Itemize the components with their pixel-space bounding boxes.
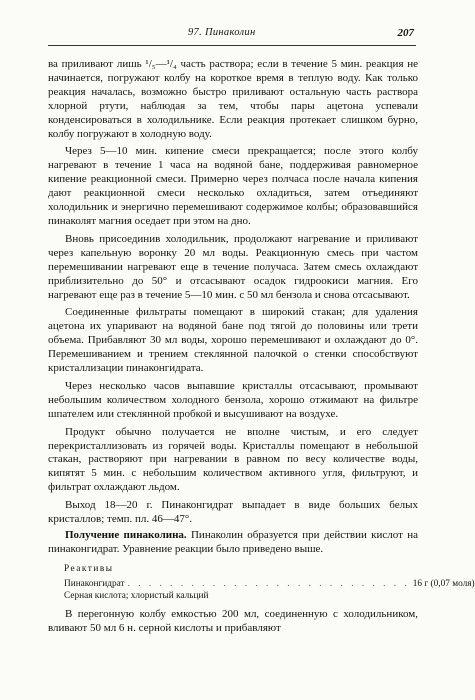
reagent-leader-dots: . . . . . . . . . . . . . . . . . . . . . . . . . . . bbox=[127, 578, 410, 589]
paragraph-pinacolone-text: Пинаколин образуется при действии кислот на пинаконгидрат. Уравнение реакции было приведено выше. bbox=[48, 529, 419, 555]
section-title: 97. Пинаколин bbox=[188, 27, 256, 38]
paragraph-6: Продукт обычно получается не вполне чистым, и его следует перекристаллизовать из горячей воды. Кристаллы помещают в небольшой стакан, растворяют при нагревании в равном по весу количестве воды, кипятят 5 мин. с небольшим количеством активного угля, фильтруют, и фильтрат охлаждают льдом. bbox=[48, 425, 418, 494]
paragraph-1: ва приливают лишь ¹/₅—¹/₄ часть раствора; если в течение 5 мин. реакция не начинается, погружают колбу на короткое время в теплую воду. Как только реакция началась, возможно быстро приливают остальную часть раствора хлорной ртути, наблюдая за тем, чтобы пары ацетона успевали конденсироваться в холодильнике. Если реакция протекает слишком бурно, колбу погружают в холодную воду. bbox=[48, 58, 418, 140]
reagent-amount: 16 г (0,07 моля) bbox=[412, 578, 475, 589]
subsection-heading: Получение пинаколина. bbox=[65, 529, 187, 541]
reagent-row bbox=[64, 590, 418, 602]
paragraph-2: Через 5—10 мин. кипение смеси прекращается; после этого колбу нагревают в течение 1 часа на водяной бане, поддерживая равномерное кипение реакционной смеси. Примерно через полчаса после начала кипения дают реакционной смеси несколько охладиться, затем отъединяют холодильник и энергично перемешивают содержимое колбы; образовавшийся пинаколят магния оседает при этом на дно. bbox=[48, 145, 418, 227]
paragraph-5: Через несколько часов выпавшие кристаллы отсасывают, промывают небольшим количеством холодного бензола, хорошо отжимают на фильтре шпателем или стеклянной пробкой и высушивают на воздухе. bbox=[48, 379, 418, 420]
header-rule bbox=[48, 45, 416, 46]
paragraph-last: В перегонную колбу емкостью 200 мл, соединенную с холодильником, вливают 50 мл 6 н. серной кислоты и прибавляют bbox=[48, 607, 418, 634]
running-head bbox=[48, 27, 418, 41]
reagent-row bbox=[64, 578, 475, 590]
paragraph-3: Вновь присоединив холодильник, продолжают нагревание и приливают через капельную воронку 20 мл воды. Реакционную смесь при частом перемешивании нагревают еще в течение получаса. Затем смесь охлаждают приблизительно до 50° и отсасывают осадок гидроокиси магния. Его нагревают еще раз в течение 5—10 мин. с 50 мл бензола и снова отсасывают. bbox=[48, 232, 418, 301]
reagents-heading: Реактивы bbox=[64, 563, 114, 574]
paragraph-yield: Выход 18—20 г. Пинаконгидрат выпадает в виде больших белых кристаллов; темп. пл. 46—47°. bbox=[48, 499, 418, 526]
reagents-block bbox=[48, 563, 475, 602]
page-body bbox=[48, 58, 475, 640]
page-number: 207 bbox=[397, 27, 414, 39]
reagent-name: Пинаконгидрат bbox=[64, 578, 125, 589]
reagent-name: Серная кислота; хлористый кальций bbox=[64, 590, 209, 601]
paragraph-4: Соединенные фильтраты помещают в широкий стакан; для удаления ацетона их упаривают на водяной бане под тягой до половины или трети объема. Прибавляют 30 мл воды, хорошо перемешивают и охлаждают до 0°. Перемешиванием и трением стеклянной палочкой о стенки способствуют кристаллизации пинаконгидрата. bbox=[48, 306, 418, 375]
paragraph-pinacolone bbox=[48, 529, 418, 557]
